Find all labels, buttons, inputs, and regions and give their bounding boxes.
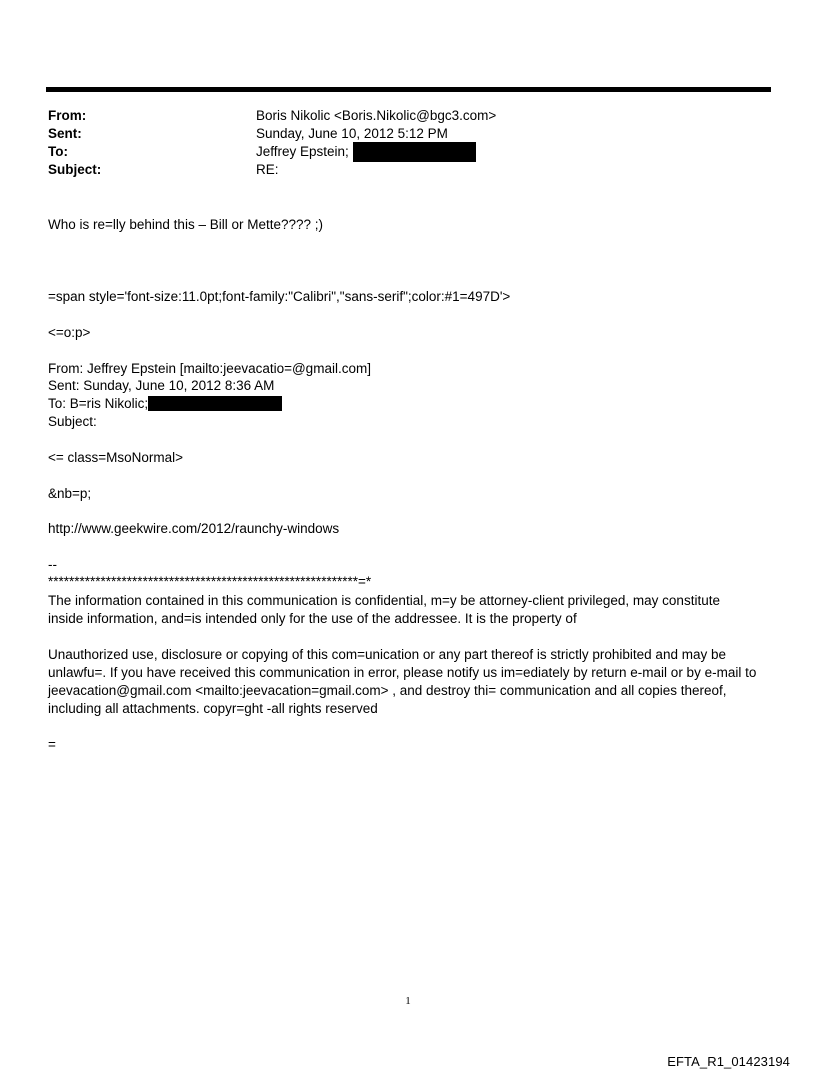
- email-header: [48, 107, 496, 179]
- redaction-box: [148, 396, 282, 411]
- signature-stars: ***********************************************************=*: [48, 574, 372, 589]
- subject-row: [48, 161, 496, 179]
- signature-dashes: --: [48, 557, 57, 572]
- from-row: [48, 107, 496, 125]
- quoted-sent-line: Sent: Sunday, June 10, 2012 8:36 AM: [48, 378, 275, 393]
- to-value: Jeffrey Epstein;: [256, 144, 349, 159]
- sent-label: Sent:: [48, 126, 82, 141]
- from-value: Boris Nikolic <Boris.Nikolic@bgc3.com>: [256, 108, 497, 123]
- trailing-equals: =: [48, 737, 56, 752]
- quoted-subject-line: Subject:: [48, 414, 97, 429]
- unauthorized-paragraph: Unauthorized use, disclosure or copying of this com=unication or any part thereof is strictly prohibited and may be unlawfu=. If you have received this communication in error, please notify us im=ediately by return e-mail or by e-mail to jeevacation@gmail.com <mailto:jeevacation=gmail.com> , and destroy thi= communication and all copies thereof, including all attachments. copyr=ght -all rights reserved: [48, 647, 757, 716]
- header-rule: [46, 87, 771, 92]
- from-label: From:: [48, 108, 87, 123]
- confidential-paragraph: The information contained in this communication is confidential, m=y be attorney-client privileged, may constitute inside information, and=is intended only for the use of the addressee. It is the property of: [48, 593, 720, 626]
- op-tag-line: <=o:p>: [48, 325, 91, 340]
- to-value-group: [256, 142, 476, 162]
- redaction-box: [353, 142, 476, 162]
- nbsp-line: &nb=p;: [48, 486, 92, 501]
- subject-label: Subject:: [48, 162, 102, 177]
- sent-value: Sunday, June 10, 2012 5:12 PM: [256, 126, 448, 141]
- reply-line: Who is re=lly behind this – Bill or Mette???? ;): [48, 217, 324, 232]
- quoted-to-line: To: B=ris Nikolic;: [48, 396, 149, 411]
- page-number: 1: [405, 995, 411, 1007]
- to-label: To:: [48, 144, 68, 159]
- quoted-to-row: [48, 395, 282, 413]
- class-line: <= class=MsoNormal>: [48, 450, 184, 465]
- quoted-from-line: From: Jeffrey Epstein [mailto:jeevacatio=@gmail.com]: [48, 361, 371, 376]
- to-row: [48, 143, 496, 161]
- span-style-line: =span style='font-size:11.0pt;font-family:"Calibri","sans-serif";color:#1=497D'>: [48, 289, 511, 304]
- sent-row: [48, 125, 496, 143]
- subject-value: RE:: [256, 162, 279, 177]
- document-id: EFTA_R1_01423194: [667, 1054, 790, 1069]
- link-line: http://www.geekwire.com/2012/raunchy-windows: [48, 521, 340, 536]
